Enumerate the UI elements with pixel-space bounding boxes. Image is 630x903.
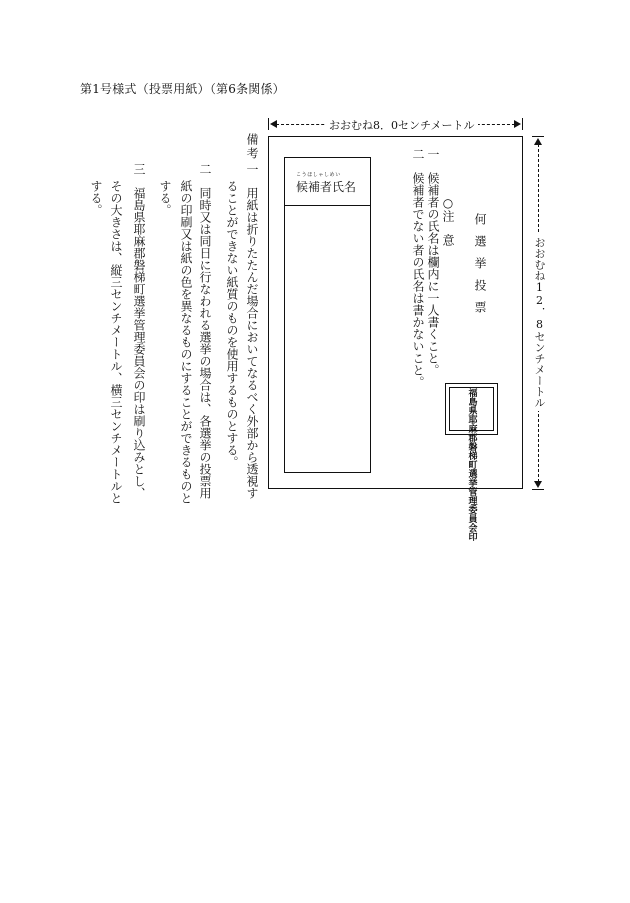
- official-seal: [445, 383, 498, 541]
- candidate-heading-ruby: こうほしゃしめい: [296, 172, 341, 178]
- remark-2-line-1: 二 同時又は同日に行なわれる選挙の場合は、各選挙の投票用: [198, 163, 212, 499]
- document-title: 第1号様式（投票用紙）（第6条関係）: [80, 82, 285, 96]
- height-label: おおむね12．8センチメートル: [531, 234, 547, 411]
- remark-2-line-2: 紙の印刷又は紙の色を異なるものにすることができるものと: [179, 180, 193, 504]
- height-dimension-line: [532, 136, 544, 490]
- width-dimension-line: [268, 118, 523, 130]
- remark-3-line-3: する。: [89, 180, 103, 216]
- seal-text: 福島県耶麻郡磐梯町選挙管理委員会印: [466, 388, 477, 541]
- note-item-1: 一 候補者の氏名は欄内に一人書くこと。: [426, 148, 440, 376]
- note-heading: ○注 意: [441, 196, 455, 246]
- note-item-2: 二 候補者でない者の氏名は書かないこと。: [411, 148, 425, 388]
- arrow-down-icon: [534, 481, 542, 488]
- arrow-right-icon: [514, 120, 521, 128]
- candidate-heading: 候補者氏名: [296, 180, 357, 194]
- remark-2-line-3: する。: [158, 180, 172, 216]
- candidate-box-divider: [284, 205, 371, 206]
- remarks-label: 備考: [245, 133, 259, 161]
- remark-3-line-2: その大きさは、縦三センチメートル、横三センチメートルと: [109, 180, 123, 504]
- remark-1-line-2: ることができない紙質のものを使用するものとする。: [225, 180, 239, 468]
- remark-1-line-1: 一 用紙は折りたたんだ場合においてなるべく外部から透視す: [245, 163, 259, 499]
- remark-3-line-1: 三 福島県耶麻郡磐梯町選挙管理委員会の印は刷り込みとし、: [132, 163, 146, 499]
- ballot-title: 何選挙投票: [473, 213, 487, 323]
- width-label: おおむね8．0センチメートル: [326, 117, 478, 133]
